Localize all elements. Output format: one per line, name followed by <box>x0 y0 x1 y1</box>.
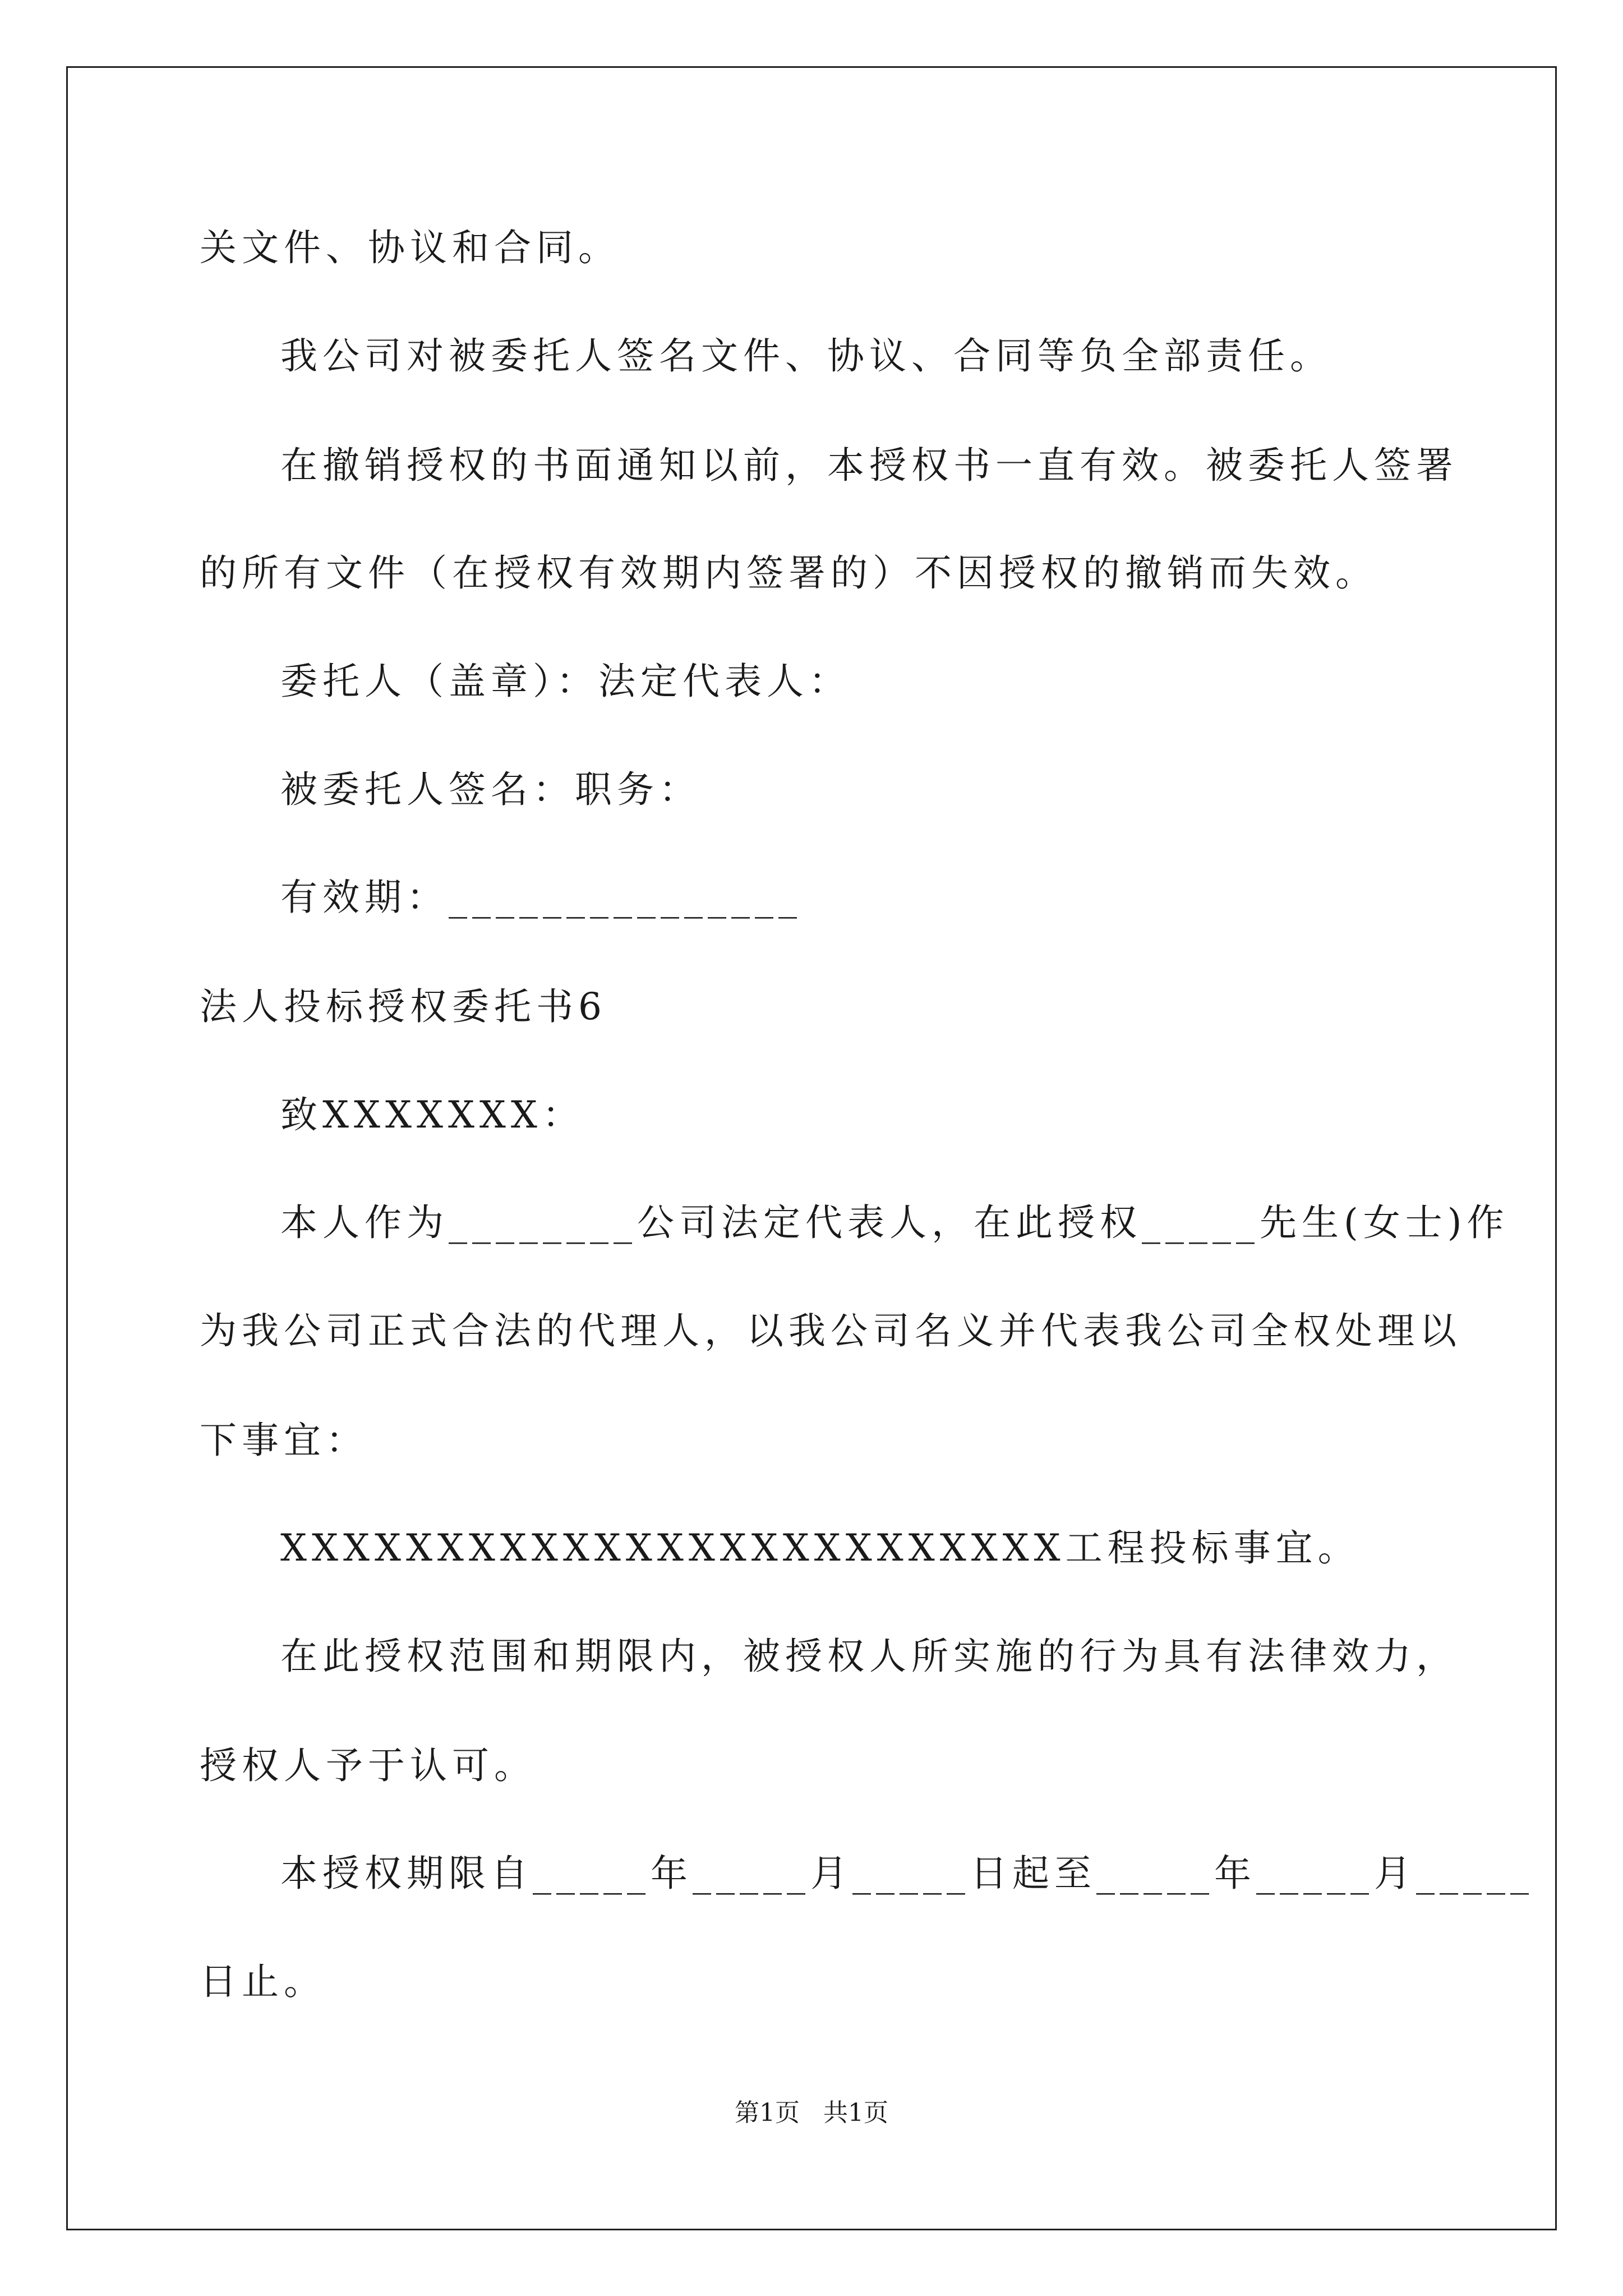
text-line: 本授权期限自_____年_____月_____日起至_____年_____月_____ <box>280 1852 1534 1895</box>
text-line: 下事宜： <box>200 1419 368 1462</box>
text-line: 为我公司正式合法的代理人，以我公司名义并代表我公司全权处理以 <box>200 1309 1461 1352</box>
text-line: 本人作为________公司法定代表人，在此授权_____先生(女士)作 <box>280 1201 1509 1244</box>
text-line: 被委托人签名：职务： <box>280 768 701 811</box>
text-line: 的所有文件（在授权有效期内签署的）不因授权的撤销而失效。 <box>200 551 1377 595</box>
text-line: XXXXXXXXXXXXXXXXXXXXXXXXX工程投标事宜。 <box>280 1526 1360 1570</box>
text-line: 日止。 <box>200 1960 326 2003</box>
text-line: 致XXXXXXX： <box>280 1093 584 1137</box>
text-line: 授权人予于认可。 <box>200 1744 536 1787</box>
section-title: 法人投标授权委托书6 <box>200 985 607 1028</box>
text-line: 委托人（盖章）：法定代表人： <box>280 660 851 703</box>
page-footer: 第1页 共1页 <box>735 2099 888 2127</box>
page-border <box>66 66 1557 2230</box>
text-line: 关文件、协议和合同。 <box>200 226 620 269</box>
text-line: 我公司对被委托人签名文件、协议、合同等负全部责任。 <box>280 334 1332 378</box>
text-line: 有效期：_______________ <box>280 876 802 919</box>
text-line: 在此授权范围和期限内，被授权人所实施的行为具有法律效力， <box>280 1635 1458 1678</box>
text-line: 在撤销授权的书面通知以前，本授权书一直有效。被委托人签署 <box>280 444 1458 487</box>
